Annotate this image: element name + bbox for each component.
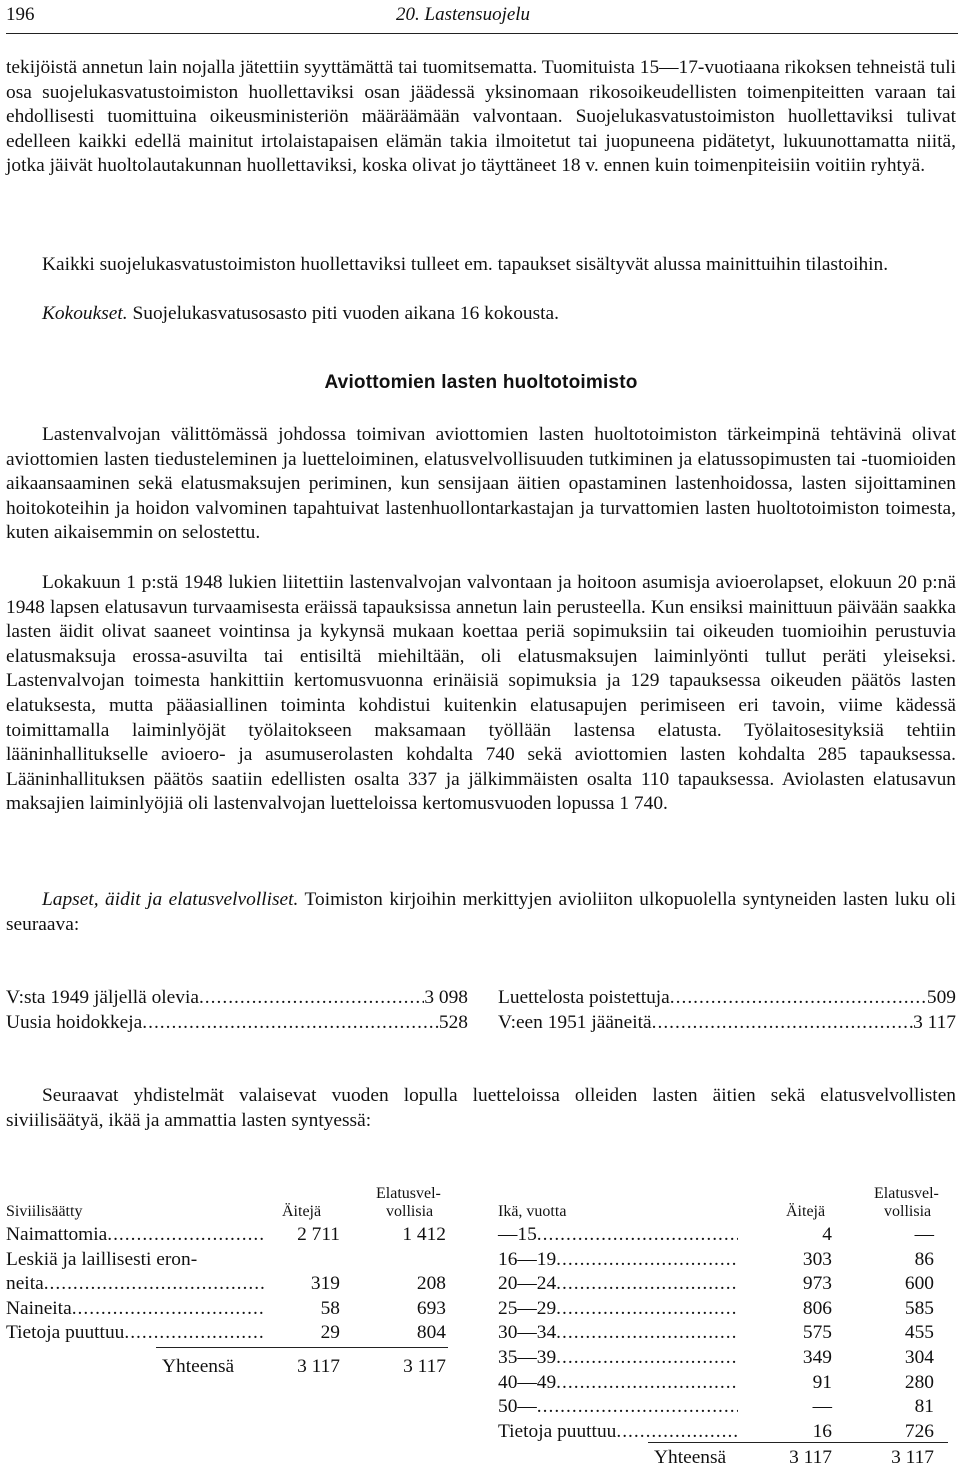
table-row	[498, 1297, 948, 1322]
row-label: 20—24	[498, 1273, 557, 1295]
row-label: 30—34	[498, 1322, 557, 1344]
intro-paragraph-2: Kaikki suojelukasvatustoimiston huollettaviksi tulleet em. tapaukset sisältyvät alussa mainittuihin tilastoihin.	[42, 254, 889, 275]
header-age: Ikä, vuotta	[498, 1203, 567, 1220]
cell-obliged: 86	[914, 1248, 934, 1270]
cell-mothers: 575	[802, 1322, 832, 1344]
page-number: 196	[6, 4, 35, 25]
children-lead: Lapset, äidit ja elatusvelvolliset.	[42, 889, 299, 910]
header-mothers: Äitejä	[282, 1203, 322, 1220]
section-paragraph-2: Lokakuun 1 p:stä 1948 lukien liitettiin lastenvalvojan valvontaan ja hoitoon asumisja avioerolapset, elokuun 20 p:nä 1948 lapsen elatusavun turvaamisesta eräissä tapauksissa annetun lain perusteella. Kun ensiksi mainittuun päivään saakka lasten äidit olivat saaneet vointinsa ja kykynsä mukaan koettaa periä sopimuksiin tai oikeuden tuomioihin perustuvia elatusmaksuja erossa-asuvilta tai entisiltä miehiltään, oli elatusmaksujen laiminlyönti tullut peräti yleiseksi. Lastenvalvojan toimesta hankittiin kertomusvuonna erinäisiä sopimuksia ja 129 tapauksessa oikeuden päätös lasten elatuksesta, mutta pääasiallinen toiminta kohdistui kuitenkin elatusapujen perimiseen eri tavoin, viime kädessä toimittamalla laiminlyöjät työlaitokseen maksamaan työllään lastensa elatusta. Työlaitosesityksiä tehtiin lääninhallitukselle avioero- ja asumuserolasten kohdalta 740 sekä aviottomien lasten kohdalta 285 tapauksessa. Lääninhallituksen päätös saatiin edellisten osalta 337 ja jälkimmäisten osalta 110 tapauksessa. Aviolasten elatusavun maksajien laiminlyöjiä oli lastenvalvojan luetteloissa kertomusvuoden lopussa 1 740.	[6, 572, 956, 815]
cell-obliged: 726	[904, 1420, 934, 1442]
header-obliged-1: Elatusvel-	[874, 1185, 939, 1202]
section-title: Aviottomien lasten huoltotoimisto	[324, 372, 638, 393]
row-label: 40—49	[498, 1371, 557, 1393]
cell-mothers: 58	[320, 1297, 340, 1319]
row-label: Leskiä ja laillisesti eron-	[6, 1248, 198, 1270]
count-value: 528	[438, 1011, 468, 1033]
row-label-wrap	[498, 1346, 738, 1371]
section-paragraph-3	[6, 888, 956, 937]
total-obliged: 3 117	[891, 1447, 934, 1468]
dot-leader	[556, 1346, 738, 1371]
counts-left	[6, 986, 468, 1035]
table-row	[498, 1272, 948, 1297]
intro-paragraph-1: tekijöistä annetun lain nojalla jätettiin syyttämättä tai tuomitsematta. Tuomituista 15—17-vuotiaana rikoksen tehneistä tuli osa suojelukasvatustoimiston huollettaviksi osan jäädessä yksinomaan rikosoikeudellisten toimenpiteitten varaan tai ehdollisesti tuomittuina oikeusministeriön määräämään valvontaan. Suojelukasvatustoimiston huollettaviksi tulivat edelleen kaikki edellä mainitut irtolaistapaisen elämän takia ilmoitetut tai juopuneena pidätetyt, lukuunottamatta niitä, jotka jäivät huoltolautakunnan huollettaviksi, koska olivat jo täyttäneet 18 v. ennen kuin toimenpiteisiin voitiin ryhtyä.	[6, 57, 956, 177]
total-row	[6, 1355, 446, 1380]
cell-obliged: 208	[416, 1273, 446, 1295]
dot-leader	[616, 1420, 738, 1445]
total-rule	[648, 1442, 948, 1443]
cell-mothers: 2 711	[297, 1224, 340, 1245]
cell-mothers: 29	[320, 1322, 340, 1344]
civil-status-table	[6, 1183, 446, 1377]
row-label-wrap	[6, 1272, 264, 1297]
row-label: Naineita	[6, 1297, 72, 1319]
row-label: 16—19	[498, 1248, 557, 1270]
cell-mothers: 16	[812, 1420, 832, 1442]
row-label-wrap	[498, 1223, 738, 1248]
section-paragraph-1: Lastenvalvojan välittömässä johdossa toimivan aviottomien lasten huoltotoimiston tärkeimpinä tehtävinä olivat aviottomien lasten tiedusteleminen ja luetteloiminen, elatusvelvollisuuden tutkiminen ja elatussopimusten tai -tuomioiden aikaansaaminen sekä elatusmaksujen periminen, kun sensijaan äitien opastaminen lastenhoidossa, lasten sijoittaminen hoitokoteihin ja hoidon valvominen tapahtuivat lastenhuollontarkastajan ja turvattomien lasten huoltotoimiston toimesta, kuten aikaisemmin on selostettu.	[6, 424, 956, 544]
counts-right	[498, 986, 956, 1035]
total-obliged: 3 117	[403, 1356, 446, 1377]
header-mothers: Äitejä	[786, 1203, 826, 1220]
cell-obliged: —	[914, 1224, 934, 1245]
table-row	[6, 1248, 446, 1273]
table-row	[498, 1420, 948, 1445]
dot-leader	[107, 1223, 264, 1248]
dot-leader	[124, 1321, 264, 1346]
dot-leader	[537, 1395, 738, 1420]
count-row	[6, 986, 468, 1011]
cell-obliged: 600	[904, 1273, 934, 1295]
count-label: Luettelosta poistettuja	[498, 987, 670, 1008]
row-label-wrap	[6, 1321, 264, 1346]
count-label: V:een 1951 jääneitä	[498, 1011, 652, 1033]
cell-obliged: 804	[416, 1322, 446, 1344]
intro-paragraph-3	[6, 302, 956, 327]
count-value: 3 098	[424, 987, 468, 1008]
header-obliged-2: vollisia	[884, 1203, 932, 1220]
row-label: Naimattomia	[6, 1224, 108, 1245]
row-label-wrap	[498, 1248, 738, 1273]
row-label: 25—29	[498, 1297, 557, 1319]
row-label-wrap	[6, 1297, 264, 1322]
row-label-wrap	[498, 1272, 738, 1297]
row-label-wrap	[498, 1371, 738, 1396]
cell-obliged: 81	[914, 1396, 934, 1418]
cell-mothers: 4	[822, 1224, 832, 1245]
table-row	[6, 1223, 446, 1248]
dot-leader	[670, 986, 927, 1011]
children-text: Toimiston kirjoihin merkittyjen avioliiton ulkopuolella syntyneiden lasten luku oli seuraava:	[6, 889, 956, 935]
table-row	[498, 1248, 948, 1273]
cell-obliged: 455	[904, 1322, 934, 1344]
cell-mothers: 303	[802, 1248, 832, 1270]
note-paragraph: Seuraavat yhdistelmät valaisevat vuoden lopulla luetteloissa olleiden lasten äitien sekä elatusvelvollisten siviilisäätyä, ikää ja ammattia lasten syntyessä:	[6, 1085, 956, 1131]
total-rule	[156, 1347, 448, 1348]
dot-leader	[556, 1297, 738, 1322]
cell-obliged: 1 412	[402, 1224, 446, 1245]
total-mothers: 3 117	[297, 1356, 340, 1377]
dot-leader	[652, 1011, 913, 1036]
total-row	[498, 1446, 948, 1471]
row-label-wrap	[498, 1420, 738, 1445]
dot-leader	[556, 1371, 738, 1396]
total-mothers: 3 117	[789, 1447, 832, 1468]
chapter-title: 20. Lastensuojelu	[396, 4, 531, 25]
row-label: neita	[6, 1273, 44, 1295]
row-label: 50—	[498, 1396, 537, 1418]
count-label: V:sta 1949 jäljellä olevia	[6, 987, 199, 1008]
total-label: Yhteensä	[654, 1447, 727, 1468]
table-header	[6, 1183, 446, 1223]
table-row	[498, 1346, 948, 1371]
dot-leader	[537, 1223, 738, 1248]
count-label: Uusia hoidokkeja	[6, 1011, 143, 1033]
table-row	[498, 1395, 948, 1420]
row-label: Tietoja puuttuu	[498, 1420, 617, 1442]
row-label-wrap	[498, 1395, 738, 1420]
dot-leader	[44, 1272, 264, 1297]
cell-mothers: 349	[802, 1346, 832, 1368]
count-row	[498, 986, 956, 1011]
civil-rows	[6, 1223, 446, 1346]
age-rows	[498, 1223, 948, 1444]
row-label: Tietoja puuttuu	[6, 1322, 125, 1344]
count-row	[6, 1011, 468, 1036]
dot-leader	[556, 1272, 738, 1297]
table-row	[6, 1272, 446, 1297]
row-label-wrap	[6, 1248, 264, 1273]
table-row	[498, 1223, 948, 1248]
count-value: 3 117	[913, 1011, 956, 1033]
dot-leader	[199, 986, 424, 1011]
table-row	[6, 1321, 446, 1346]
cell-obliged: 585	[904, 1297, 934, 1319]
row-label: 35—39	[498, 1346, 557, 1368]
count-value: 509	[926, 987, 956, 1008]
cell-mothers: 973	[802, 1273, 832, 1295]
dot-leader	[72, 1297, 264, 1322]
header-obliged-1: Elatusvel-	[376, 1185, 441, 1202]
age-table	[498, 1183, 948, 1468]
table-row	[498, 1321, 948, 1346]
row-label-wrap	[498, 1297, 738, 1322]
meetings-lead: Kokoukset.	[42, 303, 128, 324]
running-head	[6, 4, 956, 30]
dot-leader	[556, 1321, 738, 1346]
total-label: Yhteensä	[162, 1356, 235, 1377]
cell-obliged: 693	[416, 1297, 446, 1319]
cell-mothers: 806	[802, 1297, 832, 1319]
table-row	[498, 1371, 948, 1396]
header-status: Siviilisäätty	[6, 1203, 83, 1220]
table-header	[498, 1183, 948, 1223]
dot-leader	[556, 1248, 738, 1273]
table-row	[6, 1297, 446, 1322]
meetings-text: Suojelukasvatusosasto piti vuoden aikana 16 kokousta.	[127, 303, 560, 324]
row-label: —15	[498, 1224, 537, 1245]
row-label-wrap	[498, 1321, 738, 1346]
dot-leader	[142, 1011, 439, 1036]
cell-mothers: —	[812, 1396, 832, 1418]
cell-obliged: 280	[904, 1371, 934, 1393]
count-row	[498, 1011, 956, 1036]
row-label-wrap	[6, 1223, 264, 1248]
cell-mothers: 91	[812, 1371, 832, 1393]
header-rule	[6, 33, 958, 34]
header-obliged-2: vollisia	[386, 1203, 434, 1220]
cell-mothers: 319	[310, 1273, 340, 1295]
cell-obliged: 304	[904, 1346, 934, 1368]
